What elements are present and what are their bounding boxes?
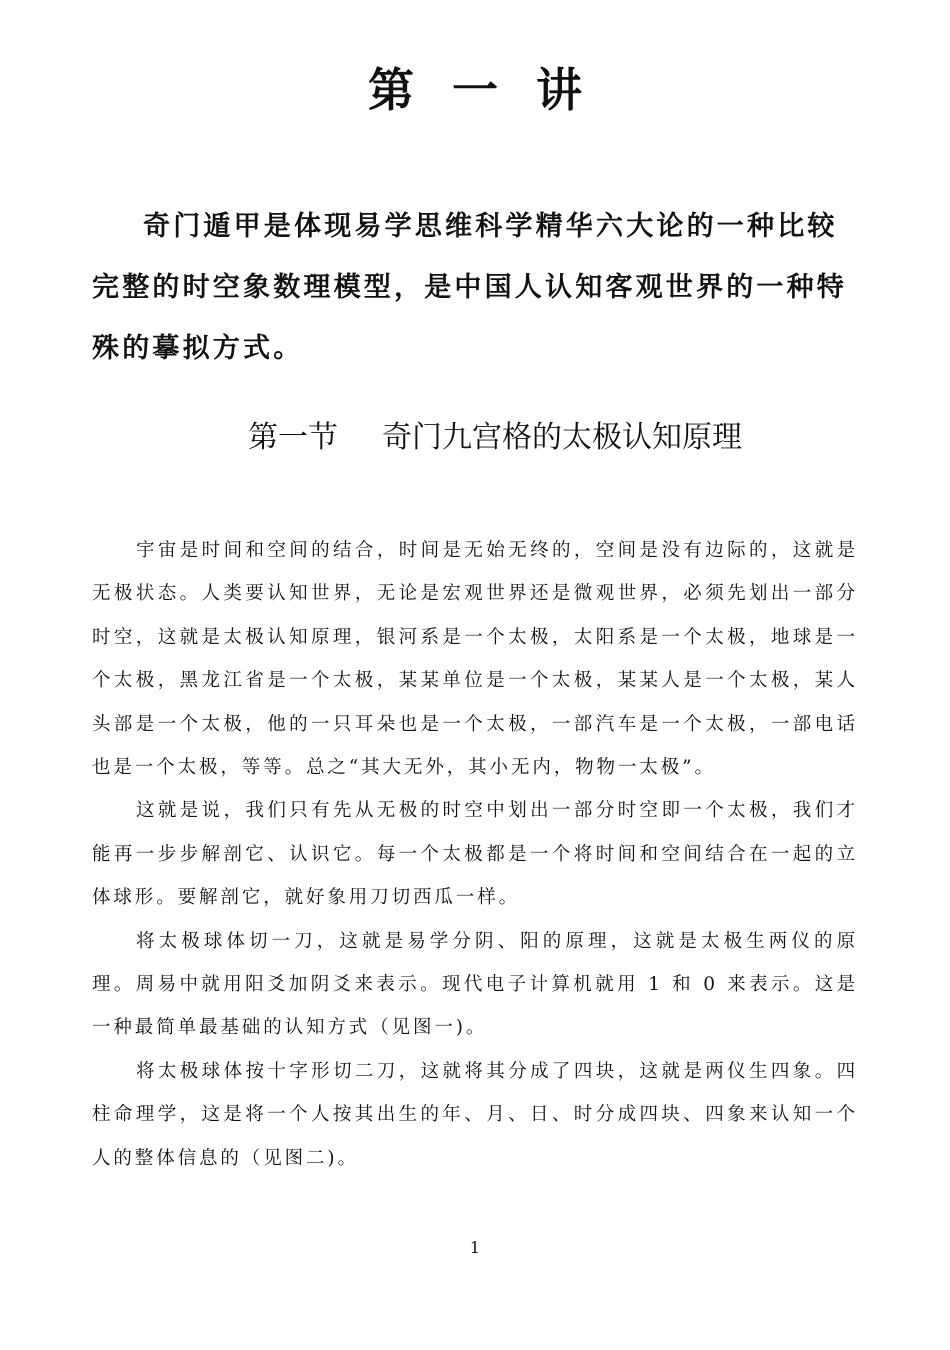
section-number: 第一节 — [248, 420, 338, 455]
section-title-text: 奇门九宫格的太极认知原理 — [382, 420, 742, 455]
lecture-title: 第一讲 — [368, 63, 620, 117]
body-paragraph-3: 将太极球体切一刀，这就是易学分阴、阳的原理，这就是太极生两仪的原理。周易中就用阳爻加阴爻来表示。现代电子计算机就用 1 和 0 来表示。这是一种最简单最基础的认知方式（见图一)。 — [92, 930, 858, 1039]
section-heading — [0, 412, 950, 464]
body-paragraph-2: 这就是说，我们只有先从无极的时空中划出一部分时空即一个太极，我们才能再一步步解剖它、认识它。每一个太极都是一个将时间和空间结合在一起的立体球形。要解剖它，就好象用刀切西瓜一样。 — [92, 800, 858, 909]
body-paragraph-4: 将太极球体按十字形切二刀，这就将其分成了四块，这就是两仪生四象。四柱命理学，这是将一个人按其出生的年、月、日、时分成四块、四象来认知一个人的整体信息的（见图二)。 — [92, 1060, 858, 1169]
page-number: 1 — [469, 1238, 481, 1257]
body-text — [92, 529, 858, 1180]
body-paragraph-1: 宇宙是时间和空间的结合，时间是无始无终的，空间是没有边际的，这就是无极状态。人类要认知世界，无论是宏观世界还是微观世界，必须先划出一部分时空，这就是太极认知原理，银河系是一个太极，太阳系是一个太极，地球是一个太极，黑龙江省是一个太极，某某单位是一个太极，某某人是一个太极，某人头部是一个太极，他的一只耳朵也是一个太极，一部汽车是一个太极，一部电话也是一个太极，等等。总之“其大无外，其小无内，物物一太极”。 — [92, 540, 858, 779]
abstract-paragraph: 奇门遁甲是体现易学思维科学精华六大论的一种比较完整的时空象数理模型，是中国人认知客观世界的一种特殊的摹拟方式。 — [92, 211, 847, 364]
